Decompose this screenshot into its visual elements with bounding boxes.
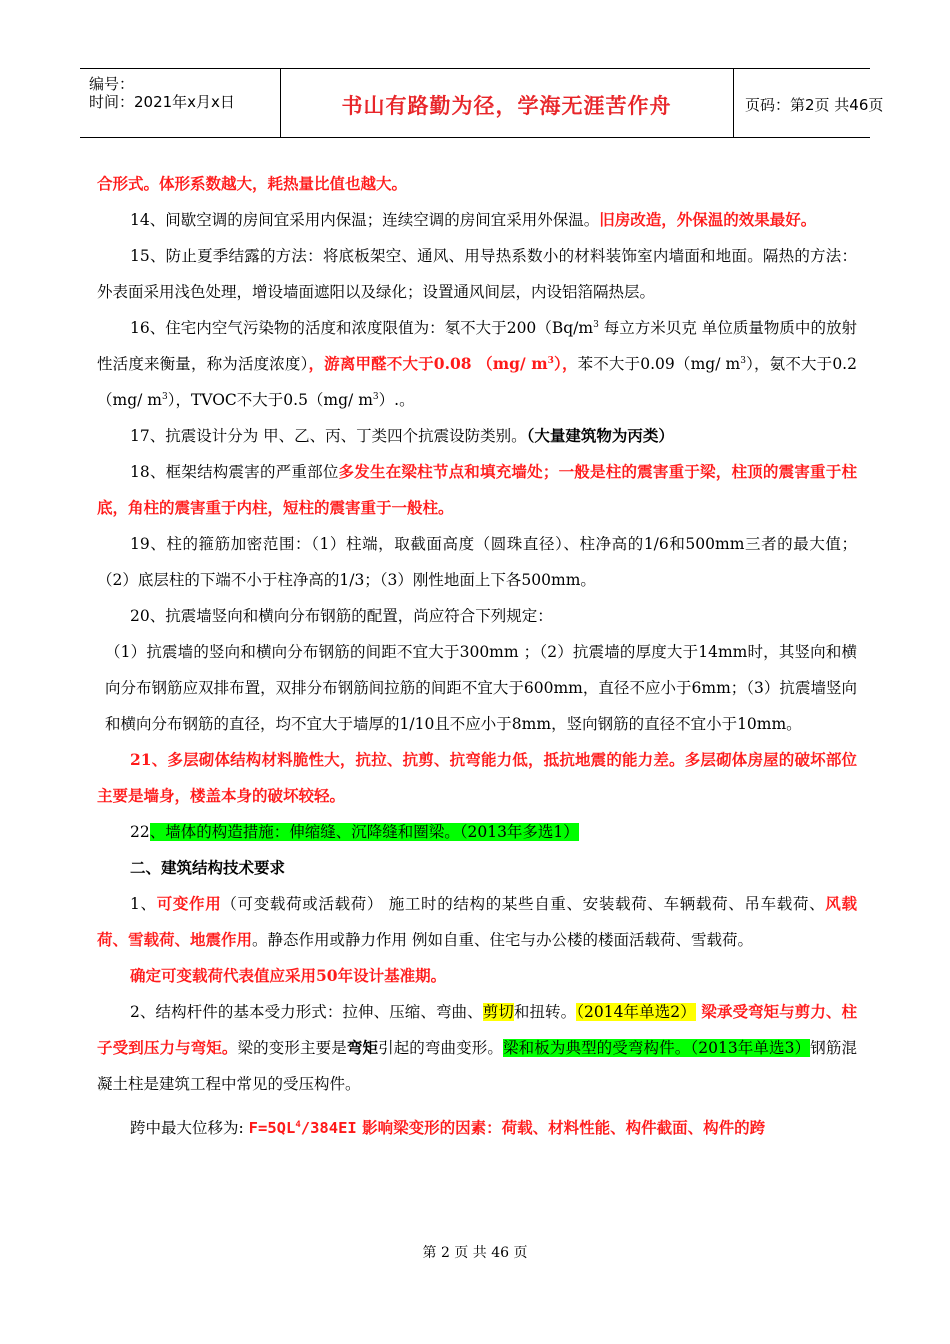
paragraph-21 <box>97 742 857 814</box>
p16-text-c: ，游离甲醛不大于0.08 （mg/ m <box>308 354 548 373</box>
s1-note: 确定可变载荷代表值应采用50年设计基准期。 <box>130 966 447 985</box>
paragraph-20-detail <box>97 634 857 742</box>
s2-text-b: 和扭转。 <box>513 1003 577 1021</box>
paragraph-16 <box>97 310 857 418</box>
section-2-item-2 <box>97 994 857 1102</box>
s3-formula-b: /384EI <box>300 1119 357 1137</box>
p19-text: 19、柱的箍筋加密范围：（1）柱端，取截面高度（圆珠直径）、柱净高的1/6和500mm三者的最大值；（2）底层柱的下端不小于柱净高的1/3；（3）刚性地面上下各500mm。 <box>97 535 857 589</box>
p16-text-h: ）.。 <box>378 391 415 409</box>
s2-text-c: 梁的变形主要是 <box>237 1039 347 1057</box>
paragraph-20 <box>97 598 857 634</box>
s3-formula-a: F=5QL <box>248 1119 296 1137</box>
s3-sup: 4 <box>295 1119 301 1130</box>
p16-text-e: 苯不大于0.09（mg/ m <box>577 355 741 373</box>
p16-text-g: ），TVOC不大于0.5（mg/ m <box>167 391 373 409</box>
page-info: 页码：第2页 共46页 <box>745 96 884 114</box>
motto: 书山有路勤为径，学海无涯苦作舟 <box>341 94 672 118</box>
p22-num: 22 <box>130 823 150 841</box>
p17-text: 17、抗震设计分为 甲、乙、丙、丁类四个抗震设防类别。 <box>130 427 527 445</box>
p16-text-a: 16、住宅内空气污染物的活度和浓度限值为：氡不大于200（Bq/m <box>130 319 594 337</box>
s1-num: 1、 <box>130 895 157 913</box>
s1-text-b: 。静态作用或静力作用 例如自重、住宅与办公楼的楼面活载荷、雪载荷。 <box>252 931 753 949</box>
s3-factors: 影响梁变形的因素：荷载、材料性能、构件截面、构件的跨 <box>356 1118 766 1137</box>
s2-exam-tag: （2014年单选2） <box>576 1003 696 1021</box>
p14-highlight: 旧房改造，外保温的效果最好。 <box>599 210 817 229</box>
section-2-item-1 <box>97 886 857 958</box>
section-2-item-1-note <box>97 958 857 994</box>
section-2-item-3 <box>97 1110 857 1146</box>
s2-moment: 弯矩 <box>346 1038 379 1057</box>
s1-variable-action: 可变作用 <box>156 894 222 913</box>
s2-shear: 剪切 <box>482 1003 514 1021</box>
p16-text-d: ）， <box>553 354 578 373</box>
p16-text-f: ），氨不大于0.2（mg/ m <box>97 355 857 409</box>
p20-detail-text: （1）抗震墙的竖向和横向分布钢筋的间距不宜大于300mm ；（2）抗震墙的厚度大于14mm时，其竖向和横向分布钢筋应双排布置，双排分布钢筋间拉筋的间距不宜大于600mm，直径不应小于6mm；（3）抗震墙竖向和横向分布钢筋的直径，均不宜大于墙厚的1/10且不应小于8mm，竖向钢筋的直径不宜小于10mm。 <box>105 643 857 733</box>
p16-sup-2: 3 <box>547 355 554 366</box>
header-info-cell <box>80 69 281 137</box>
p16-sup-1: 3 <box>593 319 599 330</box>
p14-text: 14、间歇空调的房间宜采用内保温；连续空调的房间宜采用外保温。 <box>130 211 600 229</box>
p17-bold: （大量建筑物为丙类） <box>526 426 674 445</box>
section-2-heading <box>97 850 857 886</box>
paragraph-22 <box>97 814 857 850</box>
p18-text: 18、框架结构震害的严重部位 <box>130 463 339 481</box>
page-footer <box>0 1242 950 1262</box>
paragraph-18 <box>97 454 857 526</box>
p20-text: 20、抗震墙竖向和横向分布钢筋的配置，尚应符合下列规定： <box>130 607 553 625</box>
p16-sup-4: 3 <box>161 391 168 402</box>
time-label: 时间：2021年x月x日 <box>89 93 235 111</box>
number-label: 编号： <box>89 75 135 93</box>
paragraph-13-cont <box>97 166 857 202</box>
s2-text-d: 引起的弯曲变形。 <box>378 1039 503 1057</box>
s3-formula <box>249 1119 357 1137</box>
p16-sup-5: 3 <box>372 391 379 402</box>
s2-beam-column: 梁承受弯矩与剪力、柱子受到压力与弯矩。 <box>97 1002 857 1057</box>
paragraph-19 <box>97 526 857 598</box>
p22-highlight: 、墙体的构造措施：伸缩缝、沉降缝和圈梁。（2013年多选1） <box>149 823 579 841</box>
section-2-title: 二、建筑结构技术要求 <box>130 858 286 877</box>
p0-text: 合形式。体形系数越大，耗热量比值也越大。 <box>97 174 408 193</box>
p15-text: 15、防止夏季结露的方法：将底板架空、通风、用导热系数小的材料装饰室内墙面和地面。隔热的方法：外表面采用浅色处理，增设墙面遮阳以及绿化；设置通风间层，内设铝箔隔热层。 <box>97 247 857 301</box>
page-header <box>80 68 884 138</box>
paragraph-14 <box>97 202 857 238</box>
header-page-cell <box>733 69 884 137</box>
paragraph-17 <box>97 418 857 454</box>
p16-sup-3: 3 <box>740 355 746 366</box>
p16-text-b: 每立方米贝克 单位质量物质中的放射性活度来衡量，称为活度浓度） <box>97 319 857 373</box>
document-body <box>97 166 857 1146</box>
p16-formaldehyde <box>309 354 578 373</box>
s1-text-a: （可变载荷或活载荷） 施工时的结构的某些自重、安装载荷、车辆载荷、吊车载荷、 <box>221 895 826 913</box>
footer-page-number: 第 2 页 共 46 页 <box>422 1245 528 1261</box>
p21-text: 21、多层砌体结构材料脆性大，抗拉、抗剪、抗弯能力低，抵抗地震的能力差。多层砌体房屋的破坏部位主要是墙身，楼盖本身的破坏较轻。 <box>97 750 857 805</box>
s2-text-a: 2、结构杆件的基本受力形式：拉伸、压缩、弯曲、 <box>130 1003 483 1021</box>
s1-loads: 风载荷、雪载荷、地震作用 <box>97 894 857 949</box>
s2-bending-members: 梁和板为典型的受弯构件。（2013年单选3） <box>503 1039 811 1057</box>
s3-text-a: 跨中最大位移为: <box>130 1119 249 1137</box>
paragraph-15 <box>97 238 857 310</box>
p18-highlight: 多发生在梁柱节点和填充墙处；一般是柱的震害重于梁，柱顶的震害重于柱底，角柱的震害重于内柱，短柱的震害重于一般柱。 <box>97 462 857 517</box>
header-motto-cell <box>280 69 734 137</box>
s2-text-e: 钢筋混凝土柱是建筑工程中常见的受压构件。 <box>97 1039 857 1093</box>
